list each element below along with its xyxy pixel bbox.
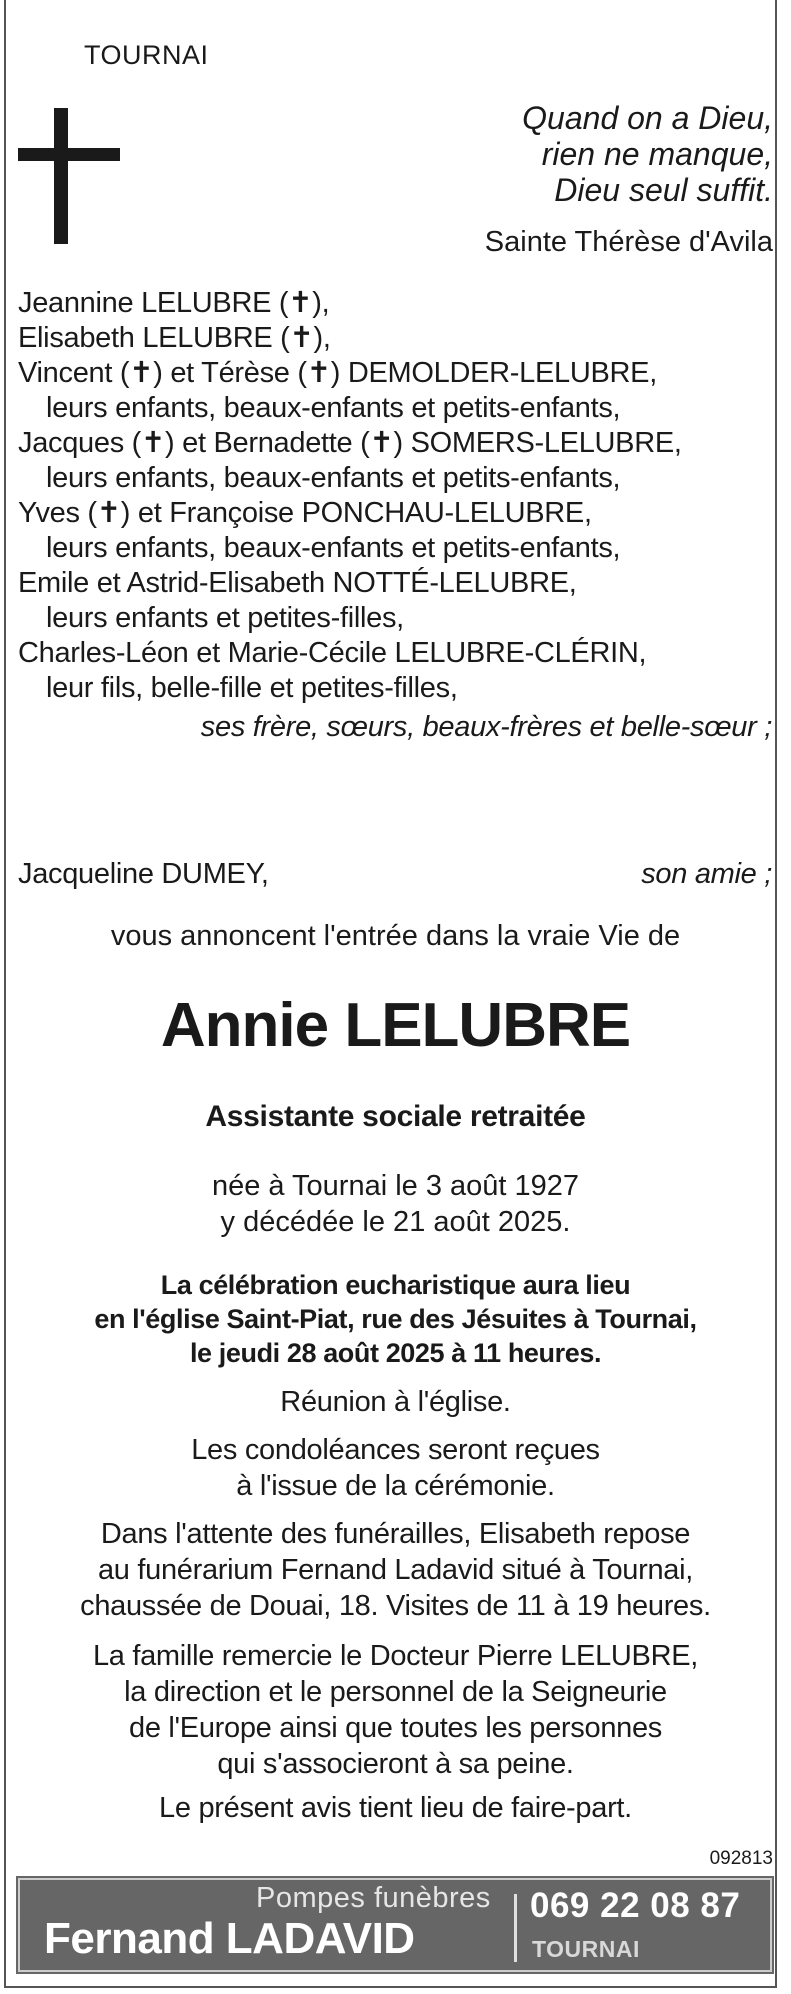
family-relation: ses frère, sœurs, beaux-frères et belle-sœur ; [200,711,772,743]
cross-icon-bar [18,148,120,161]
banner-city: TOURNAI [532,1936,640,1962]
deceased-name: Annie LELUBRE [160,991,631,1060]
funeral-home-line: chaussée de Douai, 18. Visites de 11 à 19 heures. [80,1590,711,1622]
closing-info [0,1790,791,1826]
funeral-home-line: Dans l'attente des funérailles, Elisabeth repose [100,1518,691,1550]
death-line: y décédée le 21 août 2025. [220,1206,571,1238]
family-line: Charles-Léon et Marie-Cécile LELUBRE-CLÉRIN, [18,637,647,669]
quote-line: rien ne manque, [541,136,773,172]
condolences-line: Les condoléances seront reçues [191,1434,600,1466]
announcement: vous annoncent l'entrée dans la vraie Vie de [110,920,681,952]
family-list [18,286,772,745]
header-city: TOURNAI [84,40,209,70]
reference-number: 092813 [709,1848,773,1869]
cross-icon [54,108,68,244]
thanks-line: qui s'associeront à sa peine. [217,1748,574,1780]
family-line: Jeannine LELUBRE (✝), [18,287,330,319]
funeral-home-info [0,1516,791,1624]
condolences-line: à l'issue de la cérémonie. [236,1470,555,1502]
banner-divider [514,1894,517,1962]
thanks-line: de l'Europe ainsi que toutes les personnes [128,1712,663,1744]
quote-line: Dieu seul suffit. [554,172,773,208]
ceremony-info [0,1268,791,1370]
family-subline: leurs enfants et petites-filles, [46,602,404,634]
thanks-info [0,1638,791,1782]
family-line: Jacques (✝) et Bernadette (✝) SOMERS-LELUBRE, [18,427,682,459]
family-subline: leurs enfants, beaux-enfants et petits-enfants, [46,532,621,564]
family-subline: leurs enfants, beaux-enfants et petits-enfants, [46,462,621,494]
thanks-line: la direction et le personnel de la Seigneurie [124,1676,667,1708]
ceremony-line: La célébration eucharistique aura lieu [160,1270,631,1300]
banner-subtitle: Pompes funèbres [256,1882,491,1914]
quote-line: Quand on a Dieu, [522,100,773,136]
family-line: Yves (✝) et Françoise PONCHAU-LELUBRE, [18,497,592,529]
birth-line: née à Tournai le 3 août 1927 [211,1170,580,1202]
friend-name: Jacqueline DUMEY, [18,858,269,890]
meeting-line: Réunion à l'église. [280,1386,511,1418]
family-line: Vincent (✝) et Térèse (✝) DEMOLDER-LELUBRE, [18,357,657,389]
meeting-info [0,1384,791,1420]
family-subline: leur fils, belle-fille et petites-filles, [46,672,458,704]
funeral-home-banner [18,1878,772,1972]
banner-phone: 069 22 08 87 [530,1886,741,1925]
funeral-home-line: au funérarium Fernand Ladavid situé à Tournai, [97,1554,694,1586]
banner-brand: Fernand LADAVID [44,1914,415,1963]
thanks-line: La famille remercie le Docteur Pierre LELUBRE, [92,1640,699,1672]
friend-relation: son amie ; [641,858,772,890]
closing-line: Le présent avis tient lieu de faire-part. [159,1792,632,1824]
family-subline: leurs enfants, beaux-enfants et petits-enfants, [46,392,621,424]
friend-row [18,858,772,891]
quote-author: Sainte Thérèse d'Avila [484,226,773,258]
deceased-dates [0,1168,791,1240]
ceremony-line: le jeudi 28 août 2025 à 11 heures. [189,1338,602,1368]
deceased-profession: Assistante sociale retraitée [205,1100,586,1133]
condolences-info [0,1432,791,1504]
family-line: Emile et Astrid-Elisabeth NOTTÉ-LELUBRE, [18,567,577,599]
ceremony-line: en l'église Saint-Piat, rue des Jésuites à Tournai, [94,1304,697,1334]
family-line: Elisabeth LELUBRE (✝), [18,322,331,354]
quote [522,100,773,208]
